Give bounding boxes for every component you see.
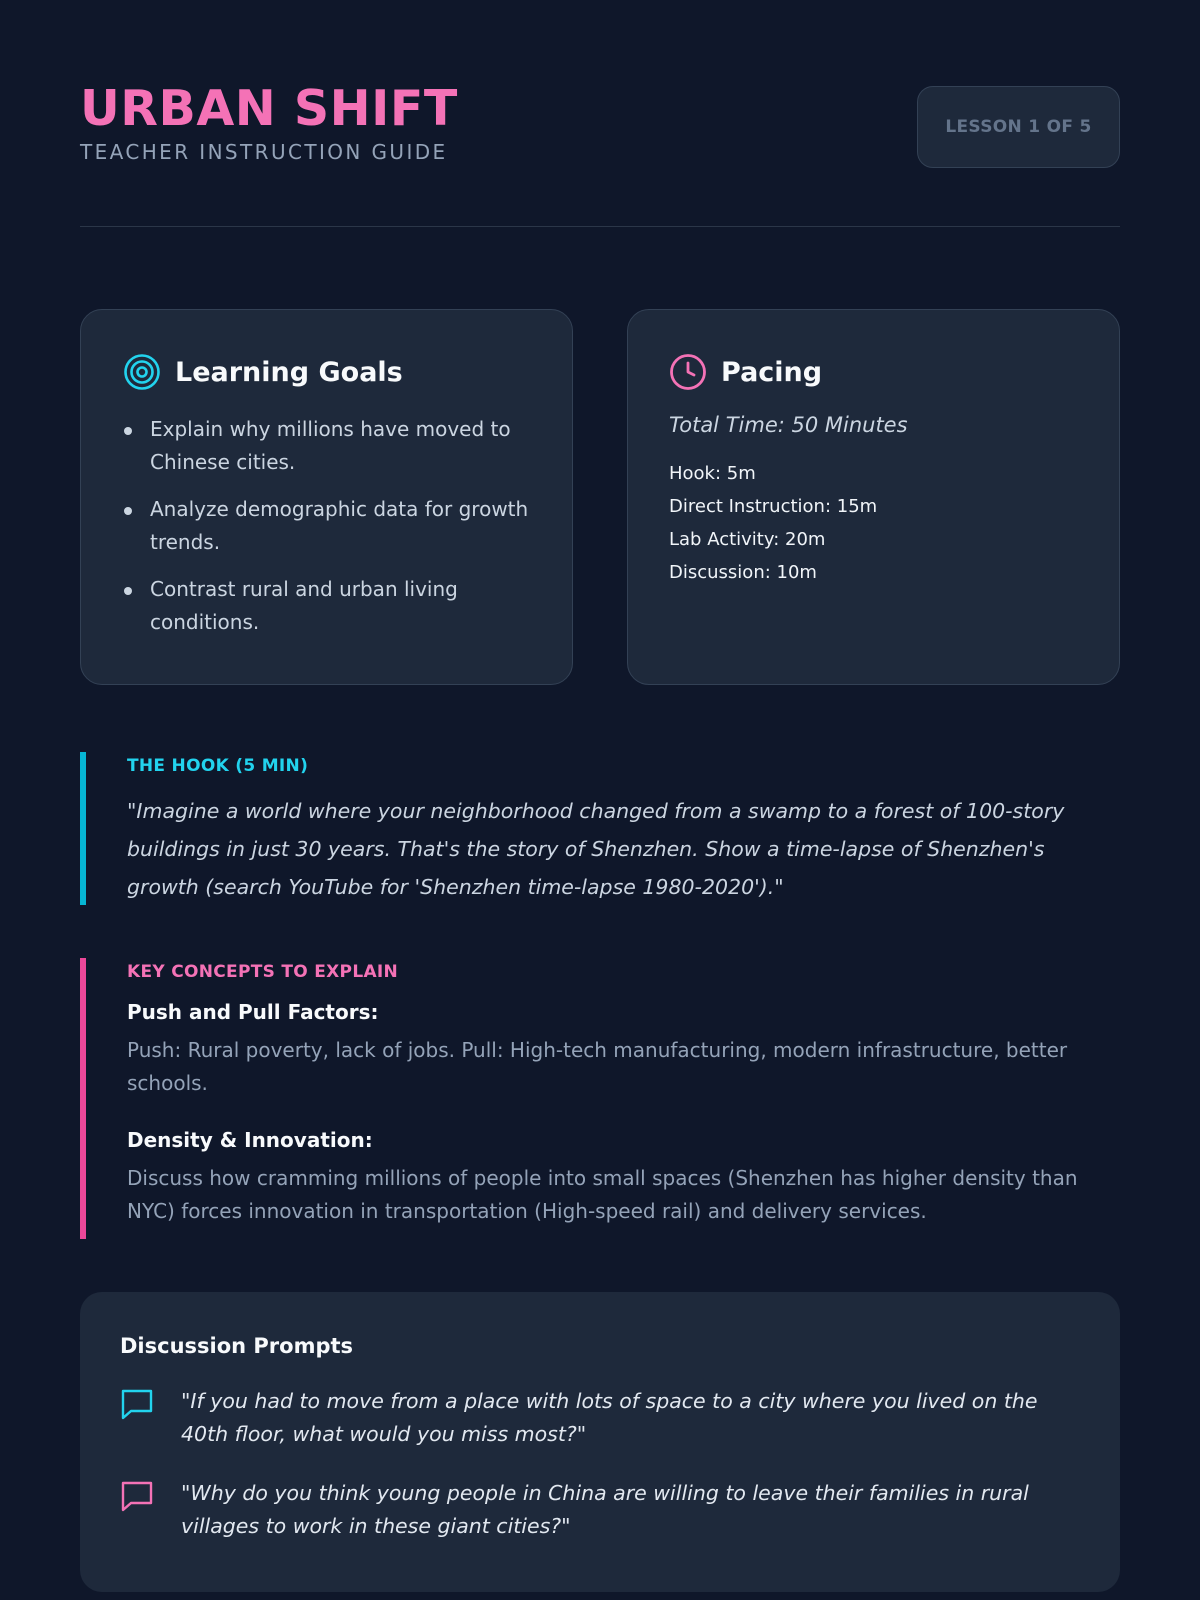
hook-section: [80, 752, 1120, 905]
discussion-prompt: [120, 1477, 1080, 1543]
pacing-title: Pacing: [721, 356, 823, 388]
prompt-text: "Why do you think young people in China are willing to leave their families in rural villages to work in these giant cities?": [181, 1481, 1029, 1538]
key-concepts-label: KEY CONCEPTS TO EXPLAIN: [127, 962, 399, 982]
discussion-prompts-card: [80, 1292, 1120, 1592]
discussion-title: Discussion Prompts: [120, 1334, 354, 1358]
pacing-row: Lab Activity: 20m: [669, 529, 826, 550]
page-title: URBAN SHIFT: [80, 80, 458, 137]
hook-accent-bar: [80, 752, 86, 905]
pacing-card: [627, 309, 1120, 685]
concept-text: Push: Rural poverty, lack of jobs. Pull: High-tech manufacturing, modern infrastructure, better schools.: [127, 1038, 1068, 1095]
clock-icon: [669, 353, 707, 391]
key-concepts-section: [80, 958, 1120, 1239]
concept-text: Discuss how cramming millions of people into small spaces (Shenzhen has higher density than NYC) forces innovation in transportation (High-speed rail) and delivery services.: [127, 1166, 1078, 1223]
goal-item: Analyze demographic data for growth trends.: [123, 493, 532, 559]
pacing-row: Hook: 5m: [669, 463, 756, 484]
discussion-prompt: [120, 1385, 1080, 1451]
learning-goals-title: Learning Goals: [175, 356, 403, 388]
goal-item: Contrast rural and urban living conditions.: [123, 573, 532, 639]
hook-label: THE HOOK (5 MIN): [127, 756, 309, 776]
page-subtitle: TEACHER INSTRUCTION GUIDE: [80, 140, 448, 164]
learning-goals-card: [80, 309, 573, 685]
prompt-text: "If you had to move from a place with lots of space to a city where you lived on the 40th floor, what would you miss most?": [181, 1389, 1038, 1446]
pacing-row: Discussion: 10m: [669, 562, 817, 583]
lesson-badge: LESSON 1 OF 5: [917, 86, 1120, 168]
concepts-accent-bar: [80, 958, 86, 1239]
hook-text: "Imagine a world where your neighborhood changed from a swamp to a forest of 100-story buildings in just 30 years. That's the story of Shenzhen. Show a time-lapse of Shenzhen's growth (search YouTube for 'Shenzhen time-lapse 1980-2020').": [127, 799, 1065, 899]
pacing-row: Direct Instruction: 15m: [669, 496, 878, 517]
chat-bubble-icon: [120, 1387, 154, 1421]
target-icon: [123, 353, 161, 391]
page-header: [80, 82, 1120, 227]
concept-title: Push and Pull Factors:: [127, 1000, 379, 1024]
total-time: Total Time: 50 Minutes: [669, 413, 908, 437]
pacing-header: [669, 353, 1079, 391]
chat-bubble-icon: [120, 1479, 154, 1513]
learning-goals-list: [123, 413, 532, 639]
goal-item: Explain why millions have moved to Chinese cities.: [123, 413, 532, 479]
learning-goals-header: [123, 353, 532, 391]
concept-title: Density & Innovation:: [127, 1128, 373, 1152]
